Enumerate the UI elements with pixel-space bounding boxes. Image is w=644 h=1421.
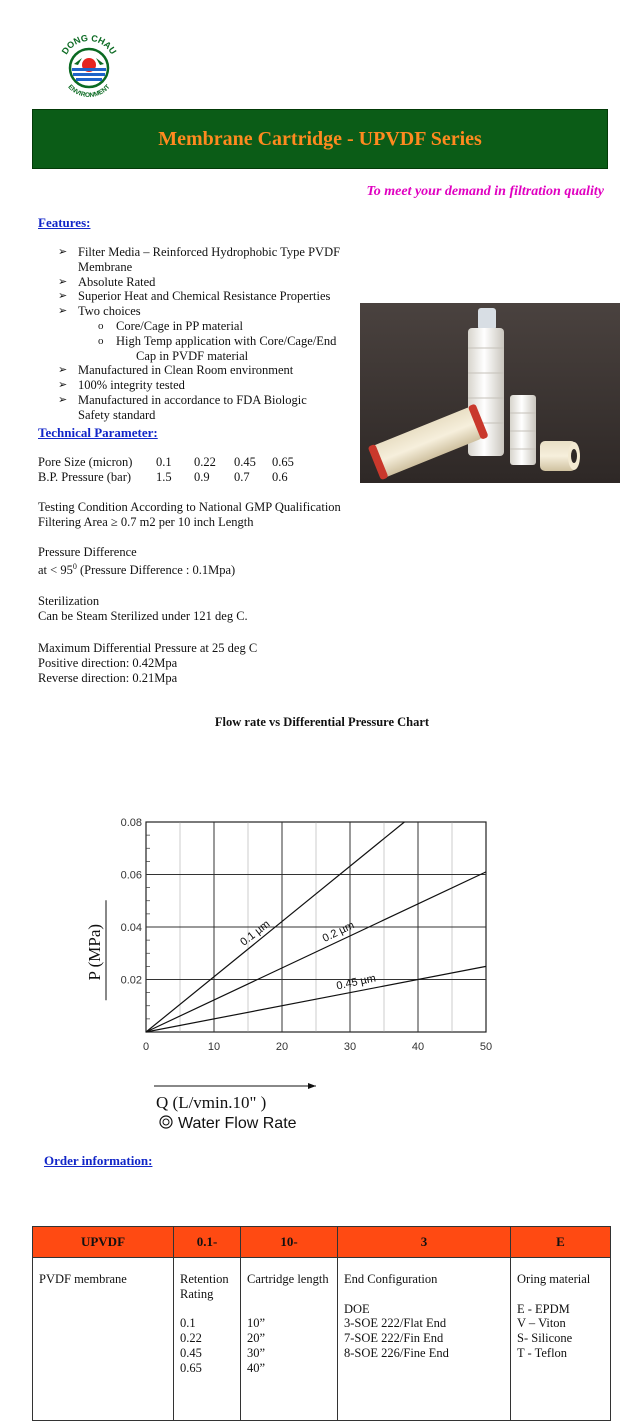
bp-pressure-value: 0.7 <box>234 470 250 484</box>
order-cell-line: Cartridge length <box>247 1272 329 1286</box>
order-cell-line <box>517 1287 604 1302</box>
feature-item: ➢ Manufactured in accordance to FDA Biologic <box>58 393 378 408</box>
order-cell-line: 8-SOE 226/Fine End <box>344 1345 449 1360</box>
sterilization-title: Sterilization <box>38 594 100 608</box>
pd-text: at < 95 <box>38 562 73 577</box>
order-header-cell: 0.1- <box>174 1227 241 1258</box>
feature-item: ➢ 100% integrity tested <box>58 378 378 393</box>
tagline: To meet your demand in filtration quality <box>366 184 604 199</box>
order-cell-line: 7-SOE 222/Fin End <box>344 1331 444 1346</box>
max-dp-reverse: Reverse direction: 0.21Mpa <box>38 670 178 685</box>
logo-text-top: DONG CHAU <box>59 32 119 57</box>
company-logo <box>54 24 124 102</box>
technical-heading[interactable]: Technical Parameter: <box>38 425 158 440</box>
water-icon <box>160 1116 172 1128</box>
pressure-difference-detail <box>38 560 235 578</box>
y-tick-label: 0.02 <box>120 974 142 987</box>
order-header-cell: 3 <box>338 1227 511 1258</box>
x-tick-label: 10 <box>207 1041 221 1053</box>
order-header-cell: 10- <box>241 1227 338 1258</box>
order-cell-end-config <box>338 1258 511 1421</box>
order-heading[interactable]: Order information: <box>44 1153 153 1168</box>
title-banner <box>32 109 608 169</box>
product-photo <box>360 303 620 483</box>
chart-svg <box>80 810 520 1130</box>
order-cell-line: 0.22 <box>180 1331 202 1346</box>
order-cell-line: End Configuration <box>344 1272 438 1286</box>
max-differential-pressure <box>38 641 257 685</box>
bp-pressure-value: 0.9 <box>194 470 210 484</box>
order-cell-line: 3-SOE 222/Flat End <box>344 1316 447 1331</box>
pore-size-value: 0.1 <box>156 455 172 469</box>
order-cell-line: Oring material <box>517 1272 591 1286</box>
feature-item: ➢ Filter Media – Reinforced Hydrophobic Type PVDF Membrane <box>58 245 378 275</box>
chart-title: Flow rate vs Differential Pressure Chart <box>214 715 430 729</box>
order-cell-line: E - EPDM <box>517 1301 570 1316</box>
series-label: 0.1 µm <box>238 918 273 949</box>
order-cell-line <box>247 1302 331 1317</box>
feature-item: ➢ Manufactured in Clean Room environment <box>58 363 378 378</box>
page-title: Membrane Cartridge - UPVDF Series <box>158 127 482 150</box>
order-cell-line: 0.1 <box>180 1316 196 1331</box>
order-cell-line <box>247 1287 331 1302</box>
max-dp-title: Maximum Differential Pressure at 25 deg C <box>38 641 258 655</box>
y-axis-label: P (MPa) <box>85 923 104 981</box>
order-cell-line: V – Viton <box>517 1316 566 1331</box>
order-cell-line: 30” <box>247 1345 266 1360</box>
bp-pressure-label: B.P. Pressure (bar) <box>38 470 132 484</box>
pore-size-value: 0.22 <box>194 455 216 469</box>
order-cell-line <box>180 1302 234 1317</box>
pressure-difference <box>38 545 235 578</box>
max-dp-positive: Positive direction: 0.42Mpa <box>38 655 178 670</box>
testing-line: Filtering Area ≥ 0.7 m2 per 10 inch Length <box>38 514 254 529</box>
order-cell-line: Rating <box>180 1286 214 1301</box>
pd-text: (Pressure Difference : 0.1Mpa) <box>76 562 236 577</box>
water-icon-inner <box>163 1119 169 1125</box>
pore-size-label: Pore Size (micron) <box>38 455 133 469</box>
order-cell-line: 10” <box>247 1316 266 1331</box>
y-tick-label: 0.08 <box>120 817 142 829</box>
order-cell-line <box>344 1287 504 1302</box>
y-tick-label: 0.06 <box>120 869 142 882</box>
x-tick-label: 20 <box>275 1041 289 1053</box>
order-cell-membrane <box>33 1258 174 1421</box>
order-cell-line: 40” <box>247 1360 266 1375</box>
sterilization <box>38 594 248 624</box>
feature-item: Safety standard <box>78 407 156 422</box>
features-list <box>58 245 378 423</box>
order-header-row <box>33 1227 611 1258</box>
series-label: 0.2 µm <box>320 919 357 945</box>
x-axis-arrowhead <box>308 1083 316 1089</box>
logo-text-bottom: ENVIRONMENT <box>66 83 112 100</box>
order-cell-oring <box>511 1258 611 1421</box>
series-label: 0.45 µm <box>335 972 377 993</box>
feature-item: ➢ Absolute Rated <box>58 275 378 290</box>
order-table <box>32 1226 611 1421</box>
features-heading[interactable]: Features: <box>38 215 91 230</box>
x-tick-label: 30 <box>343 1041 357 1053</box>
flow-pressure-chart <box>80 810 520 1130</box>
order-cell-line: PVDF membrane <box>39 1272 127 1286</box>
pore-size-value: 0.45 <box>234 455 256 469</box>
order-cell-line: 0.65 <box>180 1360 202 1375</box>
x-tick-label: 0 <box>142 1041 150 1053</box>
y-tick-label: 0.04 <box>120 922 142 934</box>
feature-item: ➢ Superior Heat and Chemical Resistance Properties <box>58 289 378 304</box>
order-header-cell: UPVDF <box>33 1227 174 1258</box>
order-cell-line: Retention <box>180 1272 229 1286</box>
x-tick-label: 40 <box>411 1041 425 1053</box>
bp-pressure-row <box>38 470 338 485</box>
pore-size-value: 0.65 <box>272 455 294 469</box>
x-axis-label: Q (L/vmin.10" ) <box>156 1093 267 1112</box>
order-cell-retention <box>174 1258 241 1421</box>
order-cell-line: T - Teflon <box>517 1345 568 1360</box>
order-cell-length <box>241 1258 338 1421</box>
feature-item: o Core/Cage in PP material <box>58 319 378 334</box>
x-axis-sublabel: Water Flow Rate <box>178 1115 297 1130</box>
order-cell-line: 20” <box>247 1331 266 1346</box>
testing-line: Testing Condition According to National GMP Qualification <box>38 500 341 514</box>
feature-item: ➢ Two choices <box>58 304 378 319</box>
testing-condition <box>38 500 341 530</box>
bp-pressure-value: 1.5 <box>156 470 172 484</box>
feature-item: o High Temp application with Core/Cage/End <box>58 334 378 349</box>
order-cell-line: DOE <box>344 1301 370 1316</box>
feature-item: Cap in PVDF material <box>136 348 249 363</box>
pd-superscript: 0 <box>72 561 77 571</box>
bp-pressure-value: 0.6 <box>272 470 288 484</box>
order-body-row <box>33 1258 611 1421</box>
pore-size-row <box>38 455 338 470</box>
order-header-cell: E <box>511 1227 611 1258</box>
order-cell-line: 0.45 <box>180 1345 202 1360</box>
pressure-difference-title: Pressure Difference <box>38 545 137 559</box>
x-tick-label: 50 <box>479 1041 493 1053</box>
sterilization-detail: Can be Steam Sterilized under 121 deg C. <box>38 608 248 623</box>
order-cell-line: S- Silicone <box>517 1331 573 1346</box>
